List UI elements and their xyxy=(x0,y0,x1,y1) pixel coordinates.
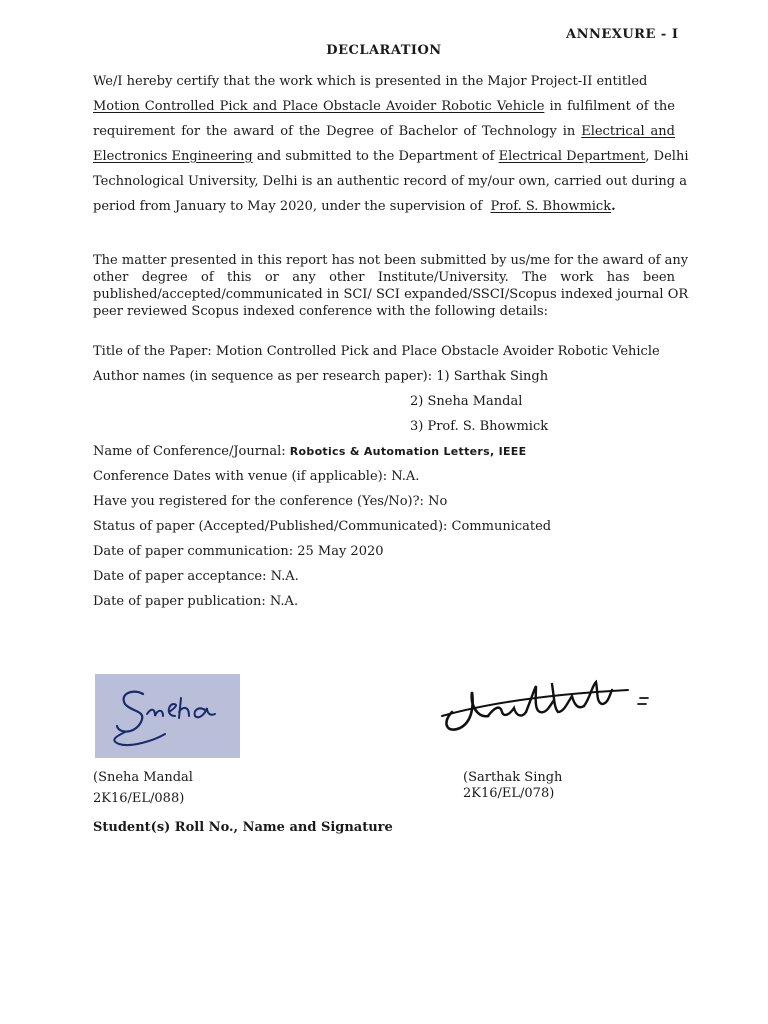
date-communication: Date of paper communication: 25 May 2020 xyxy=(93,544,384,559)
para2-line2 xyxy=(93,269,675,286)
signature-sarthak xyxy=(432,672,658,742)
para1-line4-mid: and submitted to the Department of xyxy=(256,149,495,164)
dept-name-part2: Electronics Engineering xyxy=(93,149,253,164)
student1-name: (Sneha Mandal xyxy=(93,770,193,785)
annexure-label: ANNEXURE - I xyxy=(566,27,679,42)
authors-label: Author names (in sequence as per research paper): xyxy=(93,369,433,384)
para2-line4-text: peer reviewed Scopus indexed conference with the following details: xyxy=(93,304,549,319)
student2-name: (Sarthak Singh xyxy=(463,770,563,785)
signature-caption: Student(s) Roll No., Name and Signature xyxy=(93,820,393,835)
author-1: 1) Sarthak Singh xyxy=(436,369,549,384)
para1-line6-head: period from January to May 2020, under the supervision of xyxy=(93,199,483,214)
signature-sarthak-drawing xyxy=(432,672,658,742)
registered: Have you registered for the conference (Yes/No)?: No xyxy=(93,494,448,509)
student2-roll: 2K16/EL/078) xyxy=(463,786,555,801)
author-2: 2) Sneha Mandal xyxy=(410,394,523,409)
para1-line2 xyxy=(93,99,675,114)
supervisor: Prof. S. Bhowmick xyxy=(490,199,612,214)
department: Electrical Department xyxy=(498,149,646,164)
para1-line5-text: Technological University, Delhi is an authentic record of my/our own, carried out during a xyxy=(93,174,688,189)
para2-line4 xyxy=(93,303,675,320)
para1-line3 xyxy=(93,124,675,139)
signature-sneha xyxy=(95,674,240,758)
para2-line3-text: published/accepted/communicated in SCI/ SCI expanded/SSCI/Scopus indexed journal OR xyxy=(93,287,689,302)
para1-line5 xyxy=(93,174,688,189)
journal-label: Name of Conference/Journal: xyxy=(93,444,286,459)
para2-line1-text: The matter presented in this report has not been submitted by us/me for the award of any xyxy=(93,253,689,268)
authors-row xyxy=(93,369,548,384)
para1-line6-tail: . xyxy=(611,199,616,214)
project-title: Motion Controlled Pick and Place Obstacle Avoider Robotic Vehicle xyxy=(93,99,545,114)
para1-line4-tail: , Delhi xyxy=(645,149,689,164)
author-3: 3) Prof. S. Bhowmick xyxy=(410,419,549,434)
para1-line1-text: We/I hereby certify that the work which is presented in the Major Project-II entitled xyxy=(93,74,648,89)
para2-line1 xyxy=(93,252,689,269)
journal-row xyxy=(93,444,526,459)
date-publication: Date of paper publication: N.A. xyxy=(93,594,299,609)
para2-line3 xyxy=(93,286,689,303)
para1-line4 xyxy=(93,149,689,164)
dept-name-part1: Electrical and xyxy=(581,124,675,139)
paper-title: Title of the Paper: Motion Controlled Pick and Place Obstacle Avoider Robotic Vehicle xyxy=(93,344,660,359)
conference-dates: Conference Dates with venue (if applicable): N.A. xyxy=(93,469,420,484)
page-title: DECLARATION xyxy=(326,43,442,58)
student1-roll: 2K16/EL/088) xyxy=(93,791,185,806)
journal-value: Robotics & Automation Letters, IEEE xyxy=(289,445,527,458)
signature-sneha-drawing xyxy=(95,674,240,758)
para2-line2-text: other degree of this or any other Institute/University. The work has been xyxy=(93,270,675,285)
para1-line3-head: requirement for the award of the Degree of Bachelor of Technology in xyxy=(93,124,576,139)
paper-status: Status of paper (Accepted/Published/Communicated): Communicated xyxy=(93,519,552,534)
para1-line2-tail: in fulfilment of the xyxy=(549,99,675,114)
date-acceptance: Date of paper acceptance: N.A. xyxy=(93,569,299,584)
para1-line6 xyxy=(93,199,675,214)
para1-line1 xyxy=(93,74,675,89)
